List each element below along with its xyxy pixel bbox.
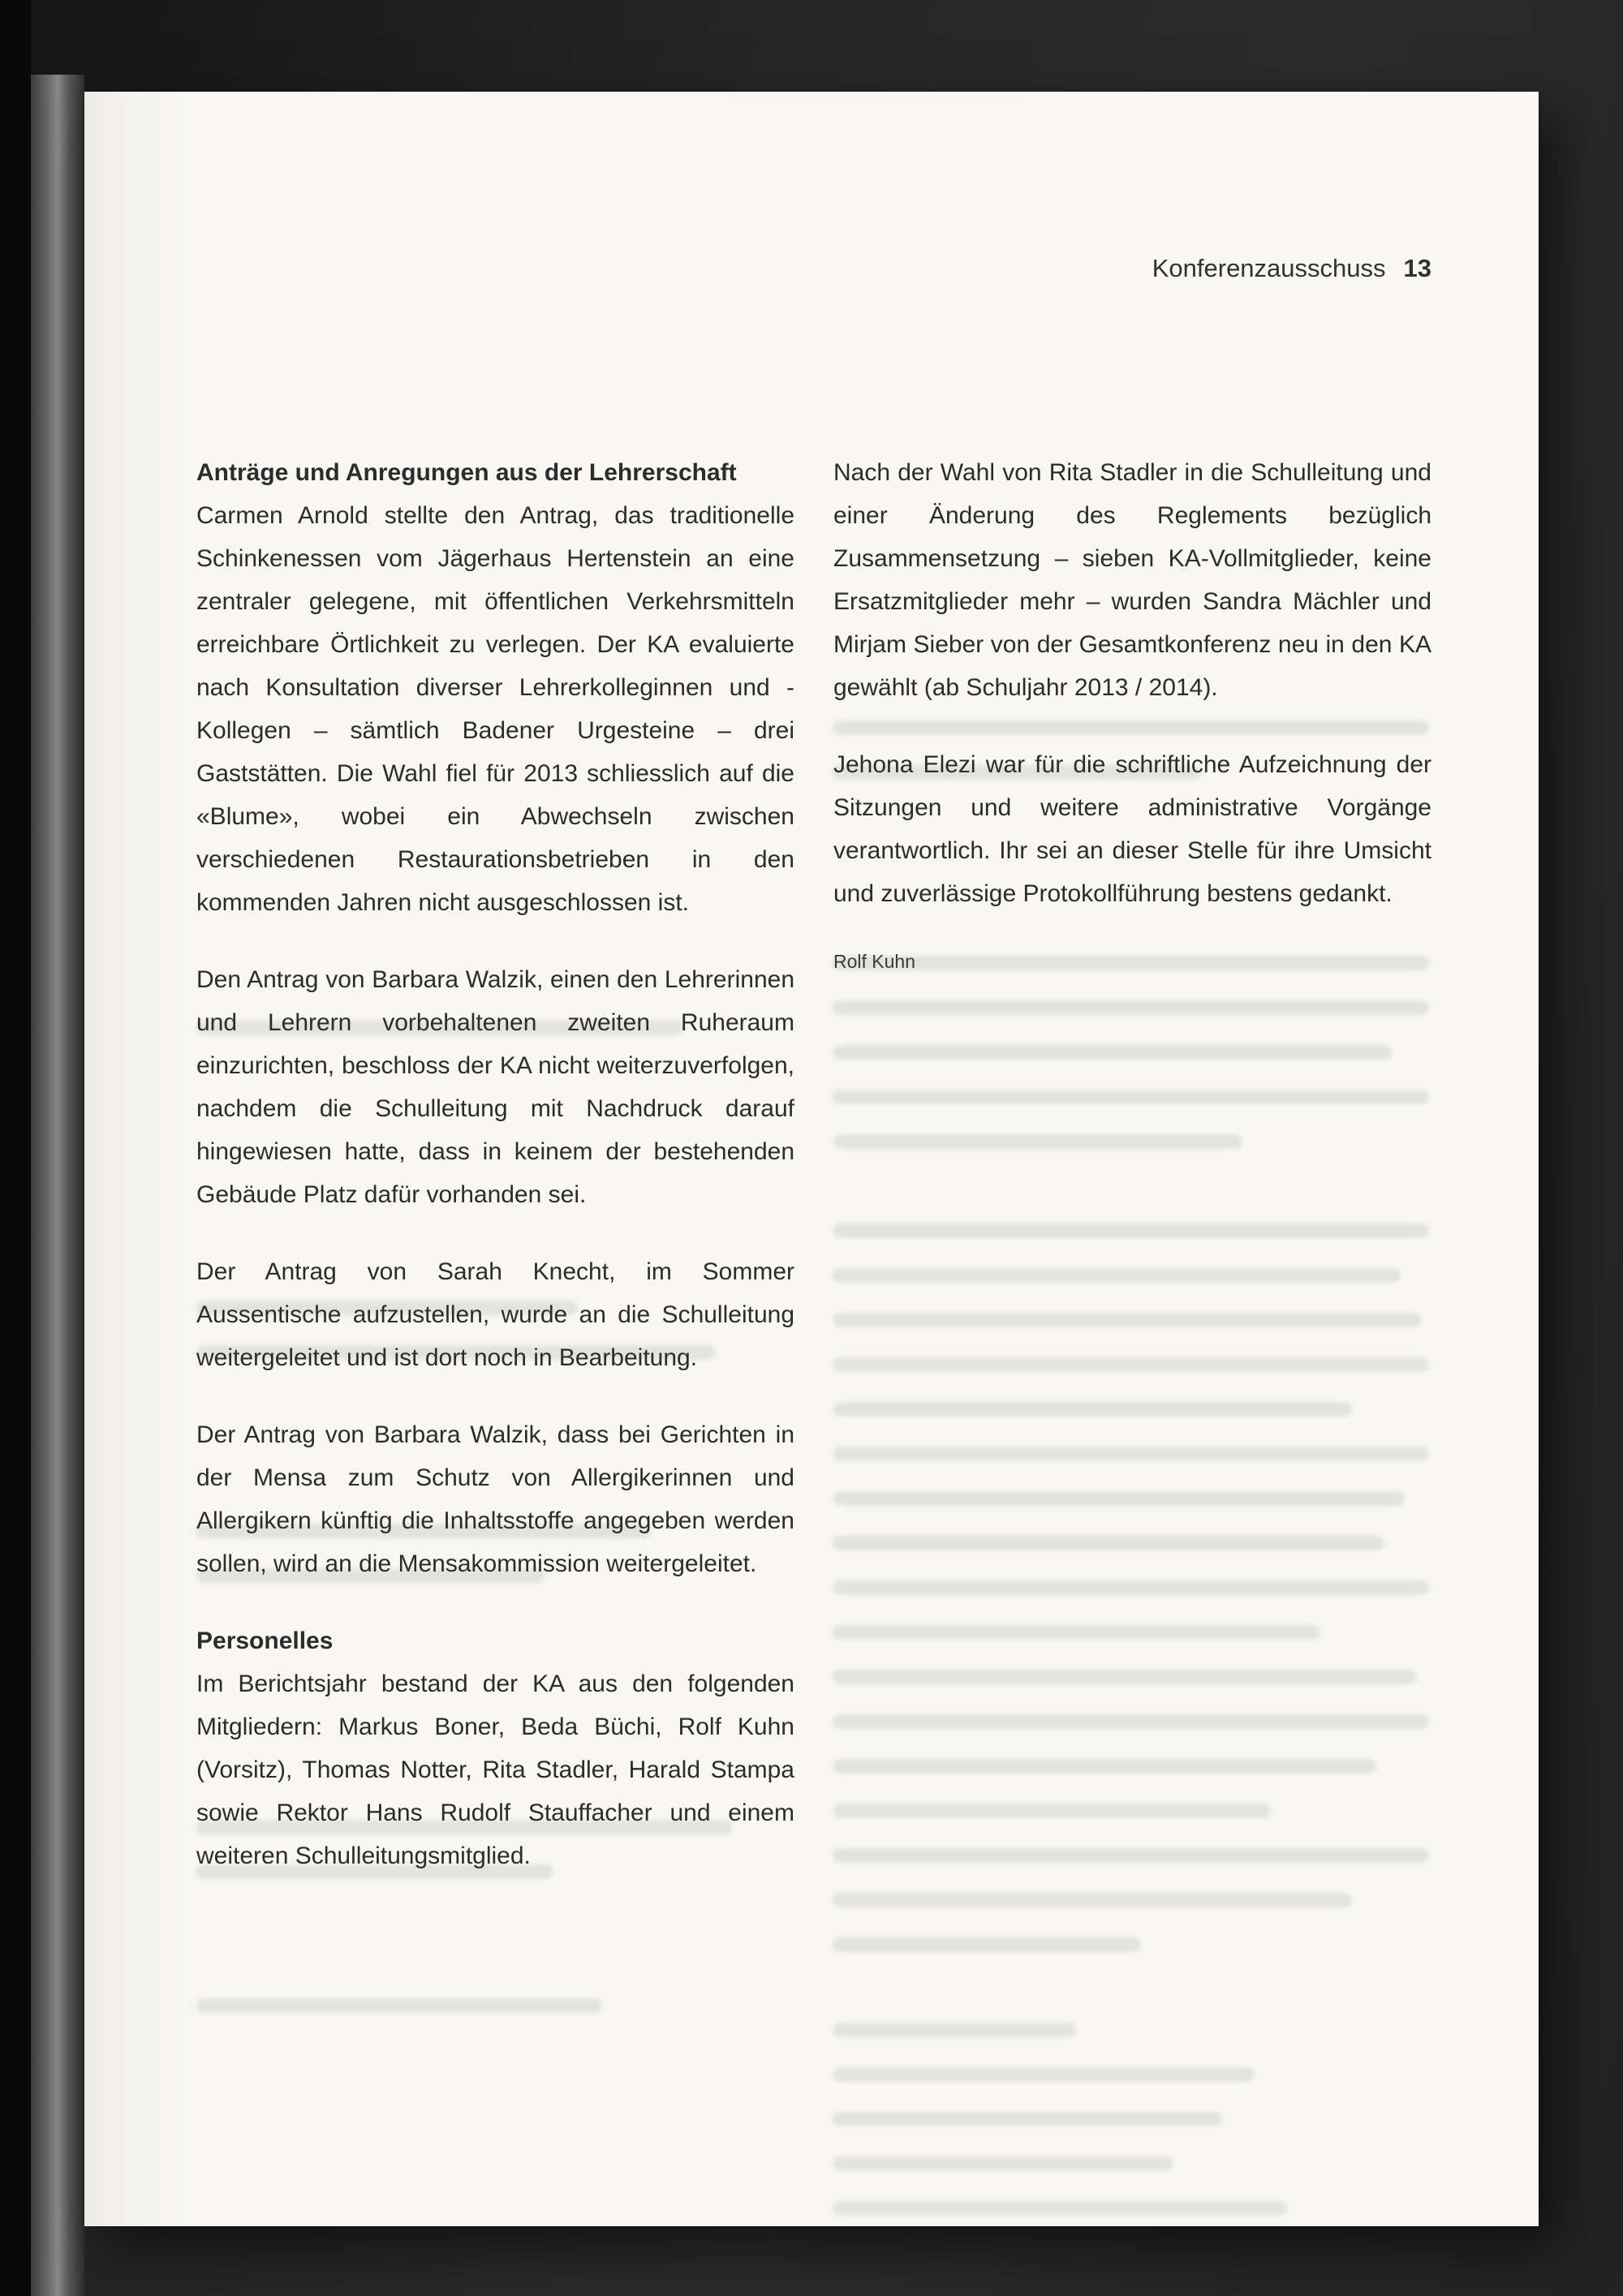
left-column [196, 451, 794, 1911]
page-number: 13 [1403, 254, 1431, 282]
paragraph: Nach der Wahl von Rita Stadler in die Schulleitung und einer Änderung des Reglements bezüglich Zusammensetzung – sieben KA-Vollmitglieder, keine Ersatzmitglieder mehr – wurden Sandra Mächler und Mirjam Sieber von der Gesamtkonferenz neu in den KA gewählt (ab Schuljahr 2013 / 2014). [833, 459, 1431, 701]
document-page [84, 92, 1539, 2226]
ghost-text-line [833, 1937, 1141, 1952]
paragraph: Carmen Arnold stellte den Antrag, das traditionelle Schinkenessen vom Jägerhaus Hertenstein an eine zentraler gelegene, mit öffentlichen Verkehrsmitteln erreichbare Örtlichkeit zu verlegen. Der KA evaluierte nach Konsultation diverser Lehrerkolleginnen und -Kollegen – sämtlich Badener Urgesteine – drei Gaststätten. Die Wahl fiel für 2013 schliesslich auf die «Blume», wobei ein Abwechseln zwischen verschiedenen Restaurationsbetrieben in den kommenden Jahren nicht ausgeschlossen ist. [196, 502, 794, 916]
ghost-text-line [833, 2201, 1287, 2216]
author-signature: Rolf Kuhn [833, 951, 916, 972]
ghost-text-line [196, 1998, 602, 2013]
ghost-text-line [833, 2067, 1255, 2082]
text-columns [196, 451, 1431, 1911]
ghost-text-line [833, 2156, 1173, 2171]
right-column [833, 451, 1431, 1911]
paragraph: Der Antrag von Sarah Knecht, im Sommer Aussentische aufzustellen, wurde an die Schulleitung weitergeleitet und ist dort noch in Bearbeitung. [196, 1258, 794, 1371]
ghost-text-line [833, 2112, 1222, 2126]
paragraph: Den Antrag von Barbara Walzik, einen den Lehrerinnen und Lehrern vorbehaltenen zweiten Ruheraum einzurichten, beschloss der KA nicht weiterzuverfolgen, nachdem die Schulleitung mit Nachdruck darauf hingewiesen hatte, dass in keinem der bestehenden Gebäude Platz dafür vorhanden sei. [196, 966, 794, 1208]
paragraph: Der Antrag von Barbara Walzik, dass bei Gerichten in der Mensa zum Schutz von Allergikerinnen und Allergikern künftig die Inhaltsstoffe angegeben werden sollen, wird an die Mensakommission weitergeleitet. [196, 1421, 794, 1577]
stacked-page-edges [31, 75, 84, 2296]
book-binding-shadow [0, 0, 31, 2296]
section-heading-antraege: Anträge und Anregungen aus der Lehrerschaft [196, 459, 737, 486]
running-header [196, 254, 1431, 283]
section-heading-personelles: Personelles [196, 1627, 334, 1654]
paragraph: Im Berichtsjahr bestand der KA aus den folgenden Mitgliedern: Markus Boner, Beda Büchi, Rolf Kuhn (Vorsitz), Thomas Notter, Rita Stadler, Harald Stampa sowie Rektor Hans Rudolf Stauffacher und einem weiteren Schulleitungsmitglied. [196, 1670, 794, 1869]
ghost-text-line [833, 2023, 1076, 2037]
paragraph: Jehona Elezi war für die schriftliche Aufzeichnung der Sitzungen und weitere administrative Vorgänge verantwortlich. Ihr sei an dieser Stelle für ihre Umsicht und zuverlässige Protokollführung bestens gedankt. [833, 751, 1431, 907]
running-header-title: Konferenzausschuss [1152, 254, 1386, 282]
